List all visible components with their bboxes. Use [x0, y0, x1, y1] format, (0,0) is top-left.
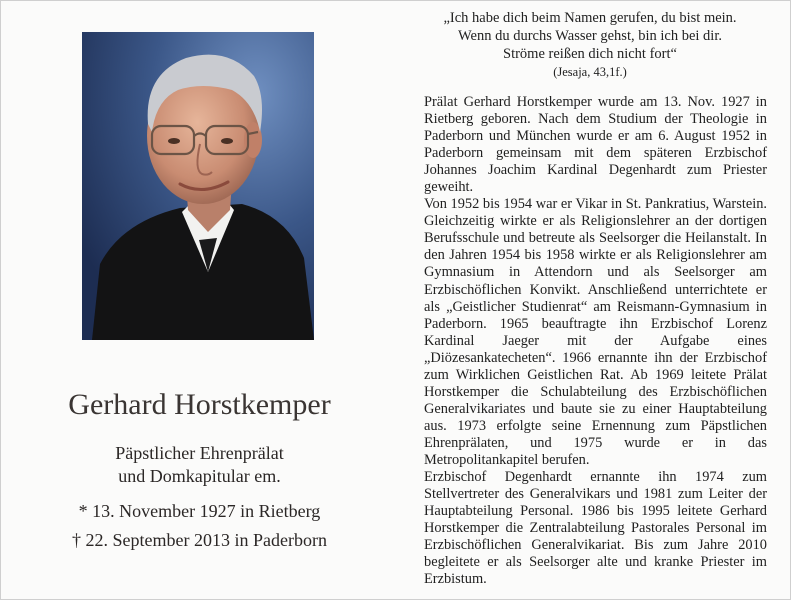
biography	[424, 94, 767, 588]
death-date: † 22. September 2013 in Paderborn	[72, 530, 327, 550]
biography-paragraph-1: Prälat Gerhard Horstkemper wurde am 13. Nov. 1927 in Rietberg geboren. Nach dem Studium der Theologie in Paderborn und München wurde er am 6. August 1952 in Paderborn gemeinsam mit dem späteren Erzbischof Johannes Joachim Kardinal Degenhardt zum Priester geweiht.	[424, 94, 767, 196]
title-line-1: Päpstlicher Ehrenprälat	[115, 443, 284, 463]
bible-quote-line-3: Ströme reißen dich nicht fort“	[503, 46, 677, 62]
portrait-photo	[82, 32, 314, 340]
biography-paragraph-2: Von 1952 bis 1954 war er Vikar in St. Pankratius, Warstein. Gleichzeitig wirkte er als Religionslehrer an der dortigen Berufsschule und betreute als Seelsorger die Heilanstalt. In den Jahren 1954 bis 1958 wirkte er als Religionslehrer am Gymnasium in Attendorn und als Seelsorger am Erzbischöflichen Konvikt. Anschließend unterrichtete er als „Geistlicher Studienrat“ am Reismann-Gymnasium in Paderborn. 1965 beauftragte ihn Erzbischof Lorenz Kardinal Jaeger mit der Aufgabe eines „Diözesankatecheten“. 1966 ernannte ihn der Erzbischof zum Wirklichen Geistlichen Rat. Ab 1969 leitete Prälat Horstkemper die Schulabteilung des Erzbischöflichen Generalvikariates und baute sie zu einer Hauptabteilung aus. 1973 erfolgte seine Ernennung zum Päpstlichen Ehrenprälaten, und 1975 wurde er in das Metropolitankapitel berufen.	[424, 196, 767, 468]
title-line-2: und Domkapitular em.	[118, 466, 281, 486]
deceased-name: Gerhard Horstkemper	[68, 388, 331, 421]
bible-quote-line-2: Wenn du durchs Wasser gehst, bin ich bei dir.	[458, 28, 722, 44]
biography-paragraph-3: Erzbischof Degenhardt ernannte ihn 1974 zum Stellvertreter des Generalvikars und 1981 zum Leiter der Hauptabteilung Personal. 1986 bis 1995 leitete Gerhard Horstkemper die Zentralabteilung Pastorales Personal im Erzbischöflichen Generalvikariat. Bis zum Jahre 2010 begleitete er als Seelsorger alte und kranke Priester im Erzbistum.	[424, 469, 767, 588]
bible-quote-line-1: „Ich habe dich beim Namen gerufen, du bist mein.	[443, 10, 737, 26]
bible-reference: (Jesaja, 43,1f.)	[553, 65, 627, 79]
birth-date: * 13. November 1927 in Rietberg	[78, 501, 321, 521]
